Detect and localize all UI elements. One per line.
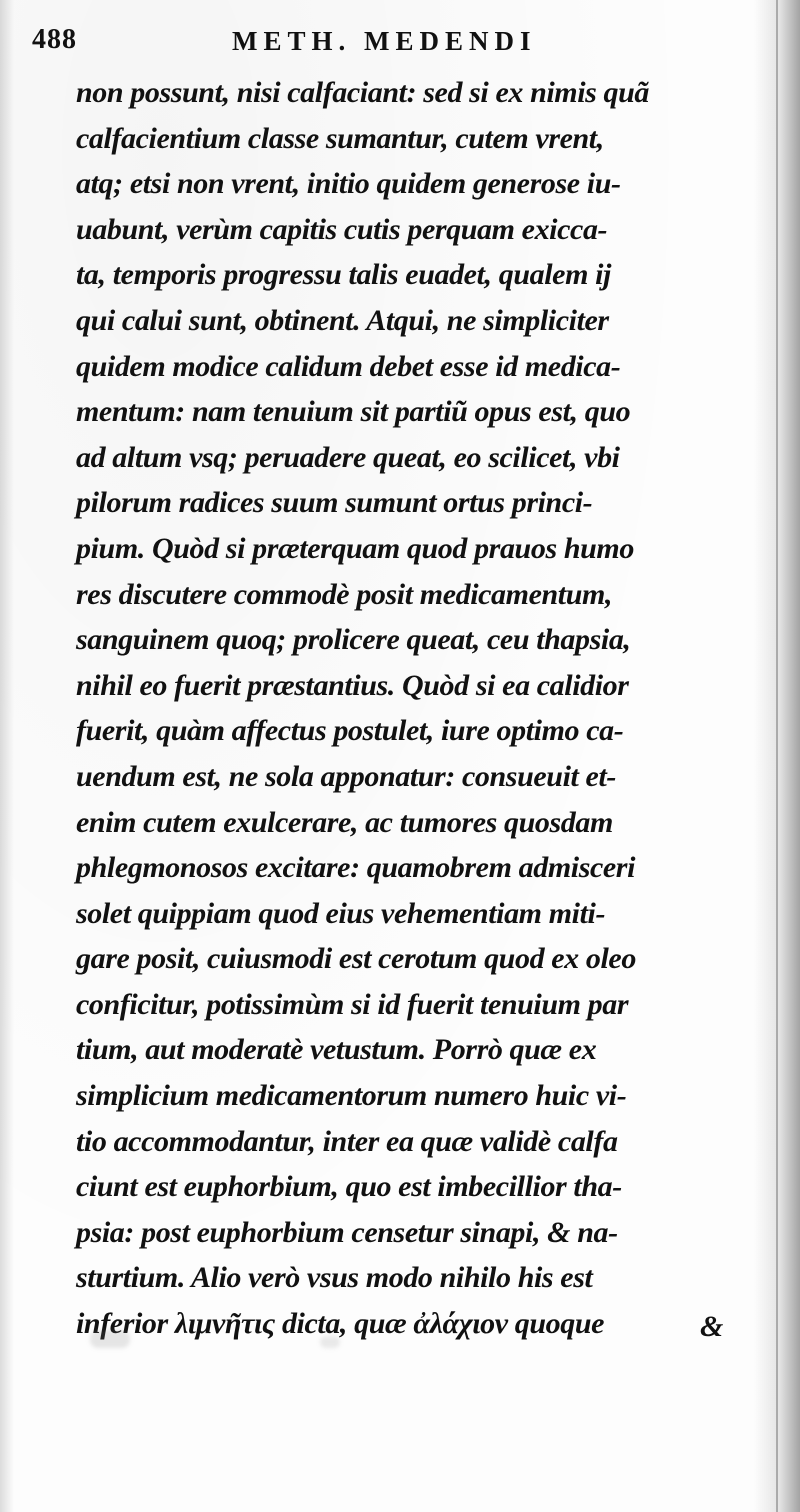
text-line: simplicium medicamentorum numero huic vi- — [76, 1079, 627, 1113]
text-line: pilorum radices suum sumunt ortus princi- — [76, 486, 593, 520]
ink-smudge — [320, 1336, 340, 1348]
text-line: tium, aut moderatè vetustum. Porrò quæ ex — [76, 1033, 597, 1067]
page-header — [32, 18, 752, 68]
page-left-shadow — [0, 0, 14, 1512]
page-number: 488 — [32, 24, 77, 55]
text-line: mentum: nam tenuium sit partiũ opus est, quo — [76, 395, 631, 429]
text-line: gare posit, cuiusmodi est cerotum quod ex oleo — [76, 942, 636, 976]
text-line: quidem modice calidum debet esse id medica- — [76, 349, 621, 383]
catchword: & — [700, 1310, 724, 1343]
text-line: psia: post euphorbium censetur sinapi, & na- — [76, 1215, 618, 1249]
page-edge-line — [776, 0, 778, 1512]
text-line: non possunt, nisi calfaciant: sed si ex nimis quã — [76, 76, 650, 109]
text-line: uendum est, ne sola apponatur: consueuit et- — [76, 759, 616, 793]
text-line: inferior λιμνῆτις dicta, quæ ἀλάχιον quoque — [76, 1307, 605, 1341]
text-line: conficitur, potissimùm si id fuerit tenuium par — [76, 987, 629, 1021]
text-line: qui calui sunt, obtinent. Atqui, ne simpliciter — [76, 303, 609, 337]
text-line: enim cutem exulcerare, ac tumores quosdam — [76, 805, 613, 839]
text-line: phlegmonosos excitare: quamobrem admisceri — [76, 851, 636, 885]
text-line: fuerit, quàm affectus postulet, iure optimo ca- — [76, 714, 624, 748]
text-line: ta, temporis progressu talis euadet, qualem ij — [76, 258, 611, 292]
text-line: sturtium. Alio verò vsus modo nihilo his est — [76, 1261, 593, 1295]
ink-smudge — [90, 1330, 130, 1348]
text-line: nihil eo fuerit præstantius. Quòd si ea calidior — [76, 668, 629, 702]
text-line: calfacientium classe sumantur, cutem vrent, — [76, 121, 604, 155]
text-line: uabunt, verùm capitis cutis perquam exicca- — [76, 212, 608, 246]
text-line: ciunt est euphorbium, quo est imbecillior tha- — [76, 1170, 622, 1204]
running-head: METH. MEDENDI — [232, 26, 537, 56]
text-line: tio accommodantur, inter ea quæ validè calfa — [76, 1124, 618, 1158]
text-line: solet quippiam quod eius vehementiam miti- — [76, 896, 606, 930]
text-line: res discutere commodè posit medicamentum, — [76, 577, 613, 611]
body-text — [76, 70, 740, 1347]
text-line: ad altum vsq; peruadere queat, eo scilicet, vbi — [76, 440, 620, 474]
text-line: pium. Quòd si præterquam quod prauos humo — [76, 531, 634, 565]
text-line: atq; etsi non vrent, initio quidem generose iu- — [76, 167, 621, 201]
text-line: sanguinem quoq; prolicere queat, ceu thapsia, — [76, 623, 631, 657]
